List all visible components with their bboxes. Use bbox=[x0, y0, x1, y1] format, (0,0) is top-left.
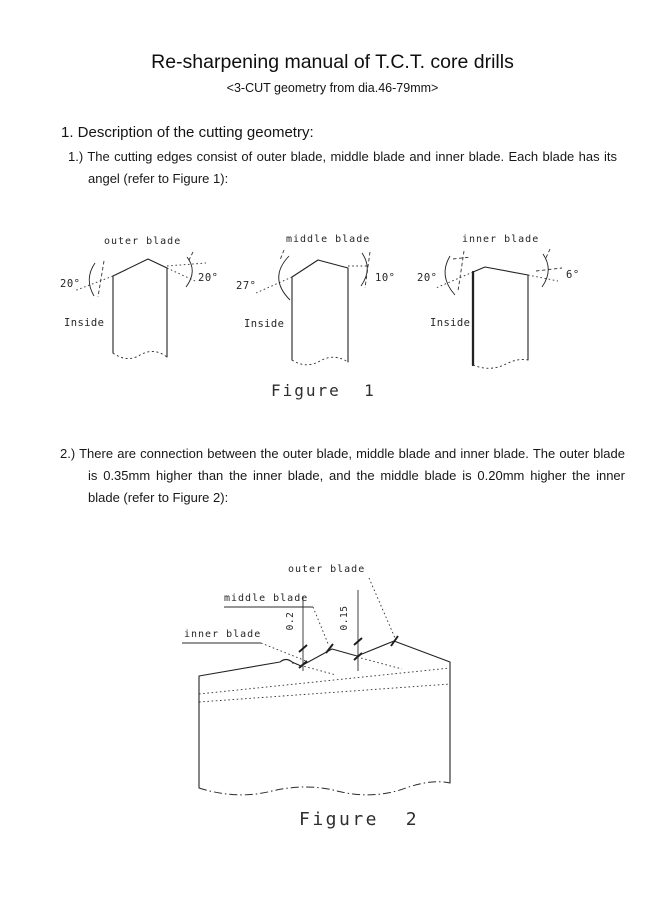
list-marker-1: 1.) bbox=[68, 149, 84, 164]
fig1-middle-left-extension-line bbox=[256, 277, 292, 293]
fig1-inner-left-tick-h bbox=[453, 257, 471, 259]
fig1-outer-inside-label: Inside bbox=[64, 317, 105, 329]
paragraph-1-text: The cutting edges consist of outer blade, middle blade and inner blade. Each blade has its angel (refer to Figure 1): bbox=[87, 149, 617, 186]
figure-1-drawing bbox=[0, 225, 665, 405]
fig1-inner-right-extension-line bbox=[528, 275, 558, 281]
fig1-middle-inside-label: Inside bbox=[244, 318, 285, 330]
fig1-outer-right-extension-line bbox=[167, 263, 206, 266]
fig2-outer-blade-label: outer blade bbox=[288, 564, 366, 575]
fig1-middle-right-angle: 10° bbox=[375, 272, 396, 284]
paragraph-2 bbox=[60, 443, 625, 508]
fig2-drill-profile bbox=[199, 641, 450, 795]
fig1-inner-left-tick-v bbox=[458, 251, 464, 291]
paragraph-1 bbox=[68, 146, 617, 190]
fig1-middle-right-arc bbox=[361, 253, 367, 286]
fig1-inner-blade-outline bbox=[473, 267, 528, 360]
figure-2-caption: Figure 2 bbox=[299, 809, 420, 830]
list-marker-2: 2.) bbox=[60, 446, 76, 461]
fig1-outer-left-arc bbox=[89, 263, 95, 296]
fig1-outer-blade-break-line bbox=[113, 351, 167, 358]
fig2-middle-blade-label: middle blade bbox=[224, 593, 309, 604]
fig1-middle-blade-label: middle blade bbox=[286, 234, 371, 245]
fig1-middle-left-arc bbox=[279, 256, 290, 300]
fig1-outer-left-angle: 20° bbox=[60, 278, 81, 290]
fig1-outer-left-tick bbox=[98, 261, 104, 297]
fig1-inner-right-angle: 6° bbox=[566, 269, 580, 281]
fig1-inner-blade-label: inner blade bbox=[462, 234, 540, 245]
page-subtitle: <3-CUT geometry from dia.46-79mm> bbox=[226, 81, 439, 95]
fig1-inner-right-tick-h bbox=[536, 268, 562, 271]
fig1-outer-blade-label: outer blade bbox=[104, 236, 182, 247]
fig2-profile-outline bbox=[199, 641, 450, 788]
fig1-outer-right-arc bbox=[186, 257, 192, 287]
figure-2-drawing bbox=[0, 548, 665, 853]
fig2-middle-leader-line bbox=[313, 607, 329, 646]
fig1-outer-right-tick bbox=[188, 252, 193, 262]
figure-1-caption: Figure 1 bbox=[271, 381, 376, 400]
fig2-outer-leader-line bbox=[369, 578, 395, 638]
fig1-inner-inside-label: Inside bbox=[430, 317, 471, 329]
fig1-inner-left-angle: 20° bbox=[417, 272, 438, 284]
page-title: Re-sharpening manual of T.C.T. core drills bbox=[151, 51, 514, 73]
fig1-outer-blade bbox=[60, 236, 218, 359]
fig1-middle-blade-break-line bbox=[292, 357, 348, 365]
fig1-middle-left-angle: 27° bbox=[236, 280, 257, 292]
fig2-dim-015-value: 0.15 bbox=[339, 605, 350, 631]
fig2-bottom-break-line bbox=[199, 782, 450, 795]
fig2-inner-blade-label: inner blade bbox=[184, 629, 262, 640]
fig1-middle-blade bbox=[236, 234, 395, 365]
fig1-outer-right-angle: 20° bbox=[198, 272, 219, 284]
fig1-inner-blade-break-line bbox=[473, 360, 528, 369]
fig1-inner-left-extension-line bbox=[436, 272, 473, 288]
section-heading: 1. Description of the cutting geometry: bbox=[61, 124, 314, 141]
fig1-outer-blade-outline bbox=[113, 259, 167, 357]
fig2-middle-surface-extension bbox=[357, 657, 402, 669]
fig1-inner-left-arc bbox=[445, 256, 455, 295]
fig2-dim-02-value: 0.2 bbox=[285, 611, 296, 631]
fig1-inner-blade bbox=[417, 234, 580, 368]
fig1-middle-blade-outline bbox=[292, 260, 348, 362]
fig2-reference-line-2 bbox=[199, 684, 450, 702]
paragraph-2-text: There are connection between the outer blade, middle blade and inner blade. The outer blade is 0.35mm higher than the inner blade, and the middle blade is 0.20mm higher the inner blade (refer to Figure 2): bbox=[79, 446, 625, 505]
fig1-middle-left-tick bbox=[280, 250, 284, 260]
